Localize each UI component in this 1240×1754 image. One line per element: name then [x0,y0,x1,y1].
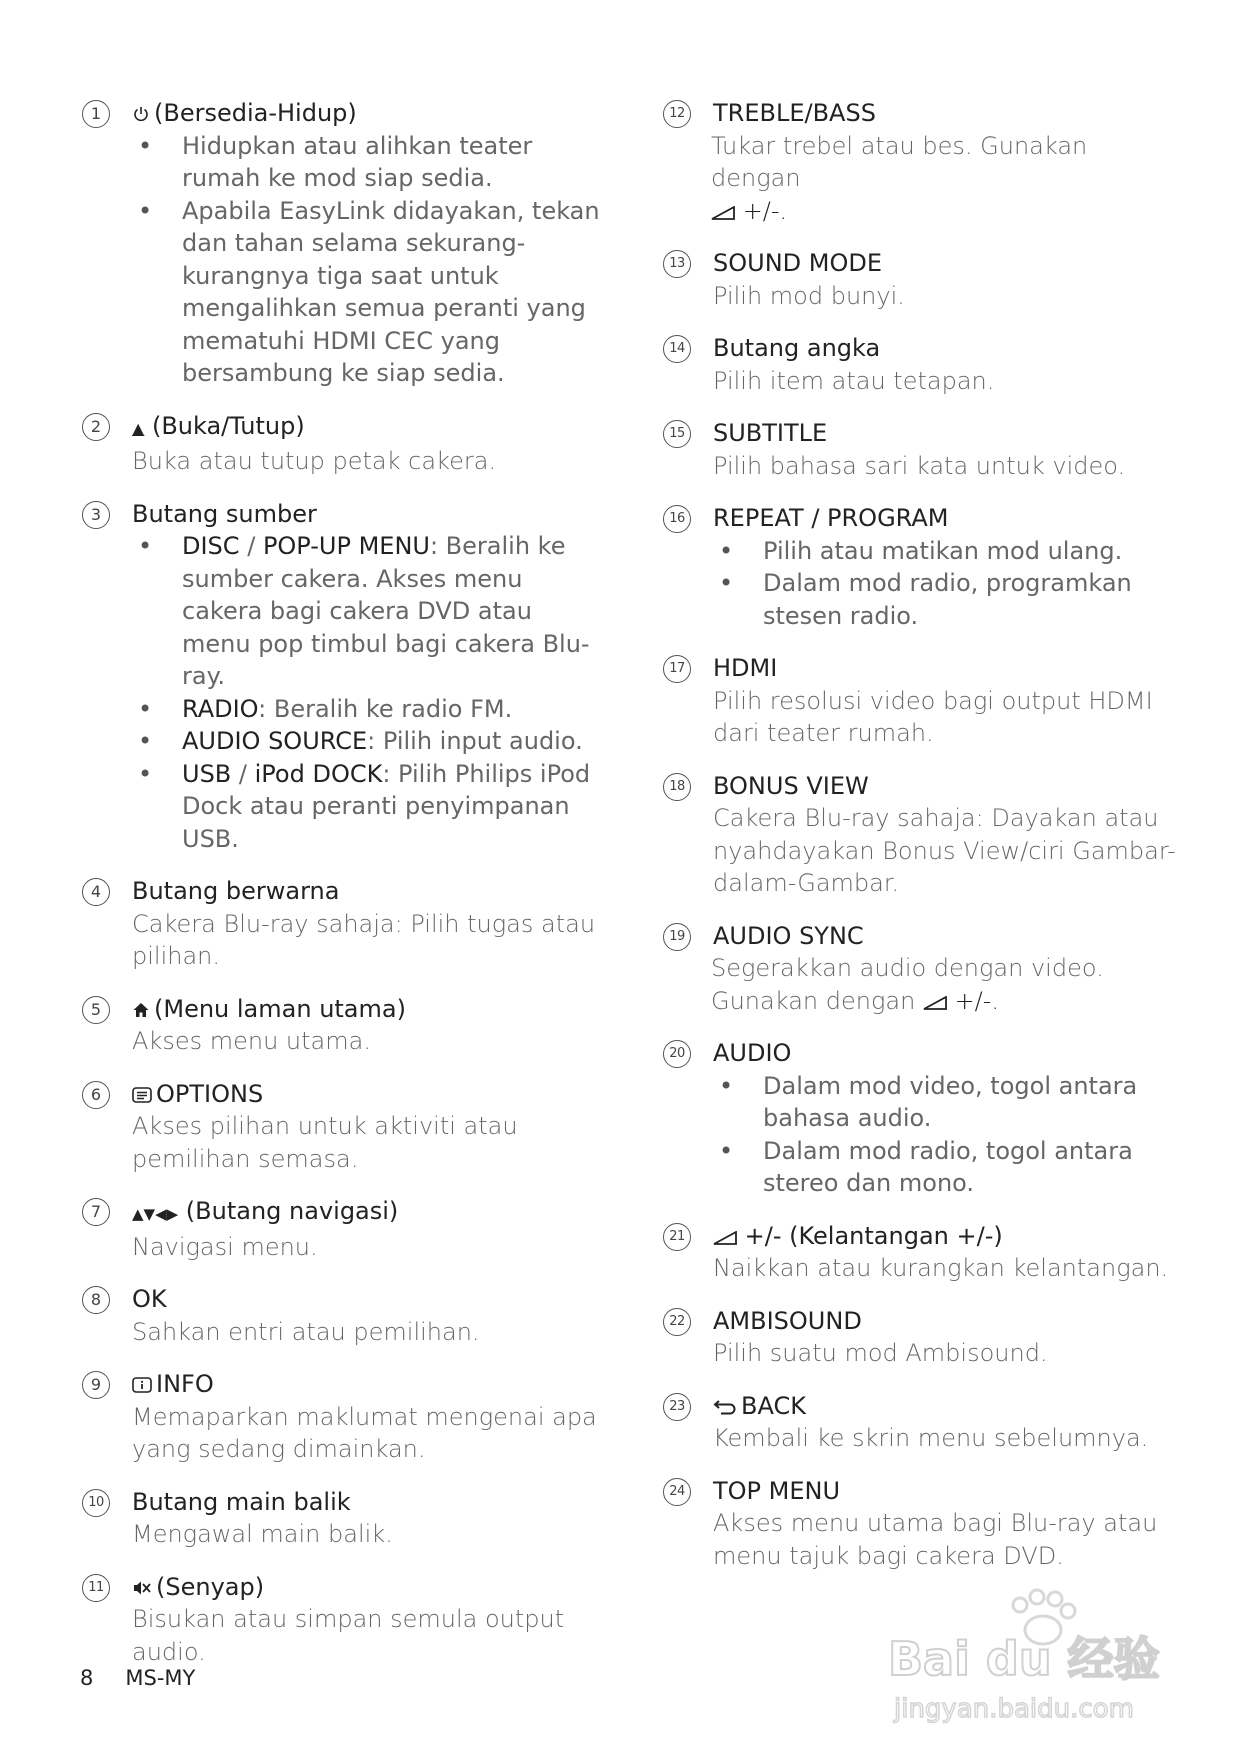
item-title: Butang angka [713,334,881,362]
item-15 [663,417,1183,482]
bullet-item: • Dalam mod video, togol antara bahasa audio. [713,1070,1183,1135]
page-footer [80,1666,195,1690]
item-number: 22 [663,1308,691,1336]
item-20 [663,1037,1183,1200]
item-4 [82,875,602,973]
item-number: 10 [82,1489,110,1517]
bullet-item: • Dalam mod radio, togol antara stereo dan mono. [713,1135,1183,1200]
right-column [663,97,1183,1592]
item-description: Bisukan atau simpan semula output audio. [132,1605,565,1666]
item-7 [82,1195,602,1263]
bullet-item: • RADIO: Beralih ke radio FM. [132,693,602,726]
item-17 [663,652,1183,750]
item-title: (Bersedia-Hidup) [154,99,357,127]
item-description: Akses pilihan untuk aktiviti atau pemilihan semasa. [132,1112,518,1173]
item-title: TOP MENU [713,1476,841,1505]
eject-icon: ▲ [132,418,145,438]
item-title: Butang berwarna [132,877,340,905]
item-title: OK [132,1285,167,1313]
bullet-list [132,530,602,855]
item-description: Naikkan atau kurangkan kelantangan. [713,1254,1169,1282]
item-title: HDMI [713,654,778,682]
item-description: Segerakkan audio dengan video. Gunakan dengan [711,954,1104,1015]
item-title: SUBTITLE [713,419,828,447]
item-description: Pilih suatu mod Ambisound. [713,1339,1048,1367]
mute-icon [132,1579,152,1597]
home-icon [132,1001,150,1019]
item-19: 19 AUDIO SYNC Segerakkan audio dengan video. Gunakan dengan +/-. [663,920,1183,1018]
language-code: MS-MY [125,1666,196,1690]
item-description: Cakera Blu-ray sahaja: Dayakan atau nyahdayakan Bonus View/ciri Gambar-dalam-Gambar. [713,804,1176,897]
item-number: 6 [82,1081,110,1109]
item-title: AUDIO [713,1039,792,1067]
item-title: OPTIONS [156,1079,264,1108]
item-title: AUDIO SYNC [713,921,864,950]
item-description: Mengawal main balik. [132,1520,393,1548]
item-14 [663,332,1183,397]
item-title: SOUND MODE [713,249,882,277]
item-title: AMBISOUND [713,1306,862,1335]
watermark-url: jingyan.baidu.com [894,1694,1134,1724]
item-21 [663,1220,1183,1285]
item-description: Pilih item atau tetapan. [713,366,995,395]
bullet-item: • Dalam mod radio, programkan stesen radio. [713,567,1183,632]
item-description: Cakera Blu-ray sahaja: Pilih tugas atau pilihan. [132,909,596,970]
bullet-list [132,130,602,390]
item-number: 14 [663,335,691,363]
item-10 [82,1486,602,1551]
bullet-item: • Apabila EasyLink didayakan, tekan dan tahan selama sekurang-kurangnya tiga saat untuk mengalihkan semua peranti yang mematuhi HDMI CEC yang bersambung ke siap sedia. [132,195,602,390]
item-number: 20 [663,1040,691,1068]
bullet-list [713,1070,1183,1200]
item-title: (Menu laman utama) [154,994,406,1023]
item-number: 4 [82,878,110,906]
item-number: 15 [663,420,691,448]
item-description: Kembali ke skrin menu sebelumnya. [713,1424,1149,1452]
item-description: Tukar trebel atau bes. Gunakan dengan [711,131,1088,192]
item-description: Akses menu utama bagi Blu-ray atau menu tajuk bagi cakera DVD. [713,1509,1158,1570]
volume-icon [711,206,735,220]
item-number: 5 [82,996,110,1024]
item-title: INFO [156,1370,214,1398]
item-18 [663,770,1183,900]
bullet-item: • DISC / POP-UP MENU: Beralih ke sumber cakera. Akses menu cakera bagi cakera DVD atau menu pop timbul bagi cakera Blu-ray. [132,530,602,693]
item-number: 16 [663,505,691,533]
item-title: Butang main balik [132,1487,351,1516]
bullet-item: • Pilih atau matikan mod ulang. [713,535,1183,568]
bullet-item: • Hidupkan atau alihkan teater rumah ke mod siap sedia. [132,130,602,195]
item-8 [82,1283,602,1348]
item-description: Sahkan entri atau pemilihan. [132,1317,480,1346]
item-number: 24 [663,1478,691,1506]
item-6 [82,1078,602,1176]
item-number: 9 [82,1371,110,1399]
power-icon [132,105,150,123]
item-number: 7 [82,1198,110,1226]
bullet-item: • USB / iPod DOCK: Pilih Philips iPod Dock atau peranti penyimpanan USB. [132,758,602,856]
item-12: 12 TREBLE/BASS Tukar trebel atau bes. Gunakan dengan +/-. [663,97,1183,227]
item-11 [82,1571,602,1669]
item-title: REPEAT / PROGRAM [713,504,949,532]
watermark-brand: Bai du 经验 [888,1632,1160,1686]
back-icon [713,1399,737,1415]
item-16 [663,502,1183,632]
item-13 [663,247,1183,312]
volume-icon [923,996,947,1010]
item-3 [82,498,602,856]
item-9 [82,1368,602,1466]
item-title: +/- (Kelantangan +/-) [744,1221,1003,1250]
item-22 [663,1305,1183,1370]
item-number: 12 [663,100,691,128]
item-number: 18 [663,773,691,801]
item-number: 13 [663,250,691,278]
item-title: (Butang navigasi) [185,1197,399,1225]
item-description: Pilih mod bunyi. [713,281,905,310]
navigation-arrows-icon: ▲▼◀▶ [132,1205,179,1223]
item-number: 11 [82,1574,110,1602]
item-2 [82,410,602,478]
item-number: 23 [663,1393,691,1421]
item-description: Pilih bahasa sari kata untuk video. [713,451,1126,480]
bullet-item: • AUDIO SOURCE: Pilih input audio. [132,725,602,758]
item-number: 17 [663,655,691,683]
item-1 [82,97,602,390]
item-description: Memaparkan maklumat mengenai apa yang sedang dimainkan. [132,1402,597,1463]
left-column [82,97,602,1688]
volume-icon [713,1231,737,1245]
item-title: (Buka/Tutup) [151,411,305,440]
item-title: (Senyap) [156,1572,265,1601]
bullet-list [713,535,1183,633]
item-description: Akses menu utama. [132,1027,371,1055]
page-number: 8 [80,1666,94,1690]
item-number: 2 [82,413,110,441]
item-number: 21 [663,1223,691,1251]
item-number: 1 [82,100,110,128]
item-24 [663,1475,1183,1573]
options-icon [132,1087,152,1103]
item-title: BONUS VIEW [713,771,869,800]
item-number: 8 [82,1286,110,1314]
item-description: Navigasi menu. [132,1232,318,1261]
info-icon [132,1377,152,1393]
item-number: 3 [82,501,110,529]
item-title: BACK [741,1391,806,1420]
item-number: 19 [663,923,691,951]
item-5 [82,993,602,1058]
item-title: TREBLE/BASS [713,99,876,127]
baidu-watermark [880,1575,1180,1725]
item-title: Butang sumber [132,499,317,528]
item-23 [663,1390,1183,1455]
item-description: Pilih resolusi video bagi output HDMI dari teater rumah. [713,686,1153,747]
item-description: Buka atau tutup petak cakera. [132,447,497,475]
